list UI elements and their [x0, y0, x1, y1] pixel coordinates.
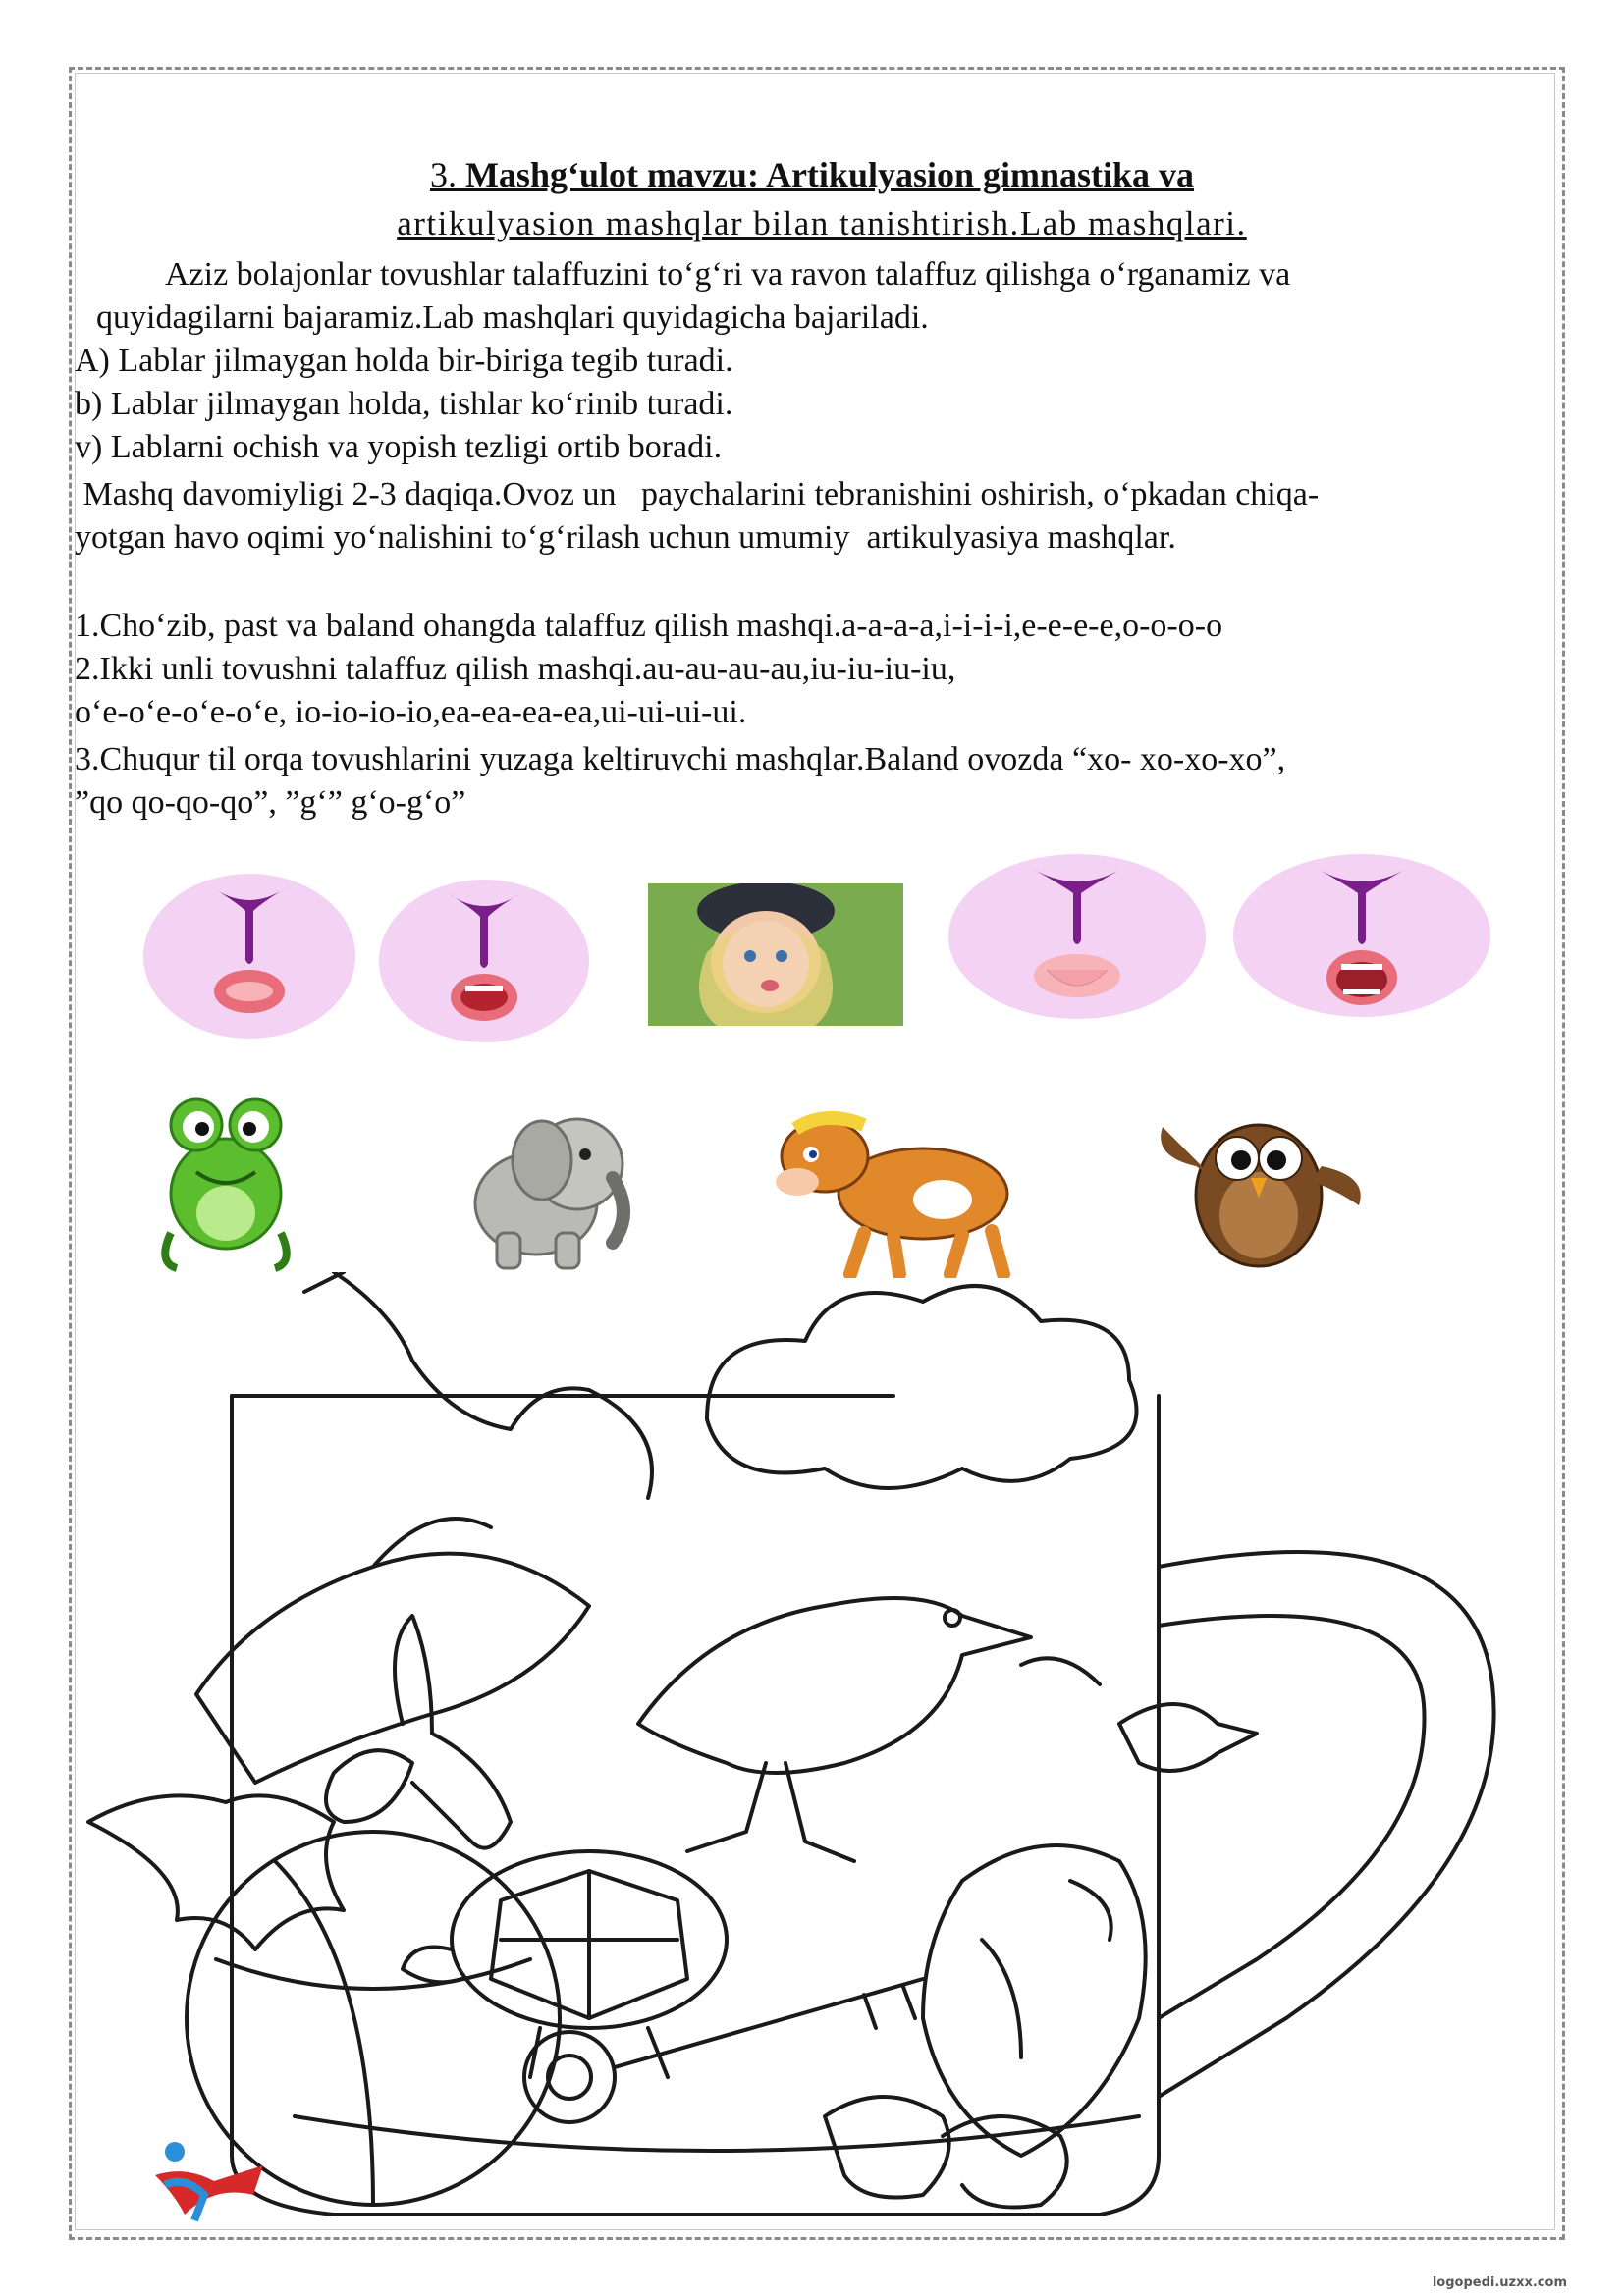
lesson-number: 3. — [429, 155, 457, 194]
mouth-icon — [1233, 854, 1490, 1017]
exercise-item: A) Lablar jilmaygan holda bir-biriga tegib turadi. — [75, 343, 733, 379]
lesson-title — [0, 151, 1624, 198]
owl-icon — [1143, 1088, 1379, 1274]
exercise-item: 3.Chuqur til orqa tovushlarini yuzaga keltiruvchi mashqlar.Baland ovozda “xo- xo-xo-xo”, — [75, 741, 1286, 777]
exercise-item: 1.Cho‘zib, past va baland ohangda talaffuz qilish mashqi.a-a-a-a,i-i-i-i,e-e-e-e,o-o-o-o — [75, 608, 1223, 644]
paragraph-line: yotgan havo oqimi yo‘nalishini to‘g‘rilash uchun umumiy artikulyasiya mashqlar. — [75, 519, 1176, 556]
lesson-title-bold: Mashg‘ulot mavzu: Artikulyasion gimnastika va — [464, 155, 1195, 194]
girl-blowing-kiss-photo — [648, 883, 903, 1026]
mouth-icon — [948, 854, 1206, 1019]
exercise-item: ”qo qo-qo-qo”, ”g‘” g‘o-g‘o” — [75, 784, 466, 821]
mouth-icon — [143, 874, 355, 1039]
elephant-icon — [448, 1095, 644, 1272]
paragraph-line: quyidagilarni bajaramiz.Lab mashqlari quyidagicha bajariladi. — [96, 299, 929, 336]
frog-icon — [147, 1086, 304, 1272]
logo-icon — [145, 2136, 273, 2224]
exercise-item: o‘e-o‘e-o‘e-o‘e, io-io-io-io,ea-ea-ea-ea,ui-ui-ui-ui. — [75, 694, 747, 730]
exercise-item: b) Lablar jilmaygan holda, tishlar ko‘rinib turadi. — [75, 386, 733, 422]
lesson-subtitle: artikulyasion mashqlar bilan tanishtirish.Lab mashqlari. — [397, 204, 1247, 242]
mouth-icon — [379, 880, 589, 1042]
paragraph-line: Mashq davomiyligi 2-3 daqiqa.Ovoz un paychalarini tebranishini oshirish, o‘pkadan chiqa- — [75, 476, 1320, 512]
exercise-item: 2.Ikki unli tovushni talaffuz qilish mashqi.au-au-au-au,iu-iu-iu-iu, — [75, 651, 956, 687]
hidden-objects-teapot-coloring — [79, 1272, 1551, 2234]
exercise-item: v) Lablarni ochish va yopish tezligi ortib boradi. — [75, 429, 723, 465]
source-credit: logopedi.uzxx.com — [1432, 2275, 1567, 2290]
paragraph-line: Aziz bolajonlar tovushlar talaffuzini to‘g‘ri va ravon talaffuz qilishga o‘rganamiz va — [165, 256, 1291, 293]
cow-icon — [756, 1105, 1031, 1278]
